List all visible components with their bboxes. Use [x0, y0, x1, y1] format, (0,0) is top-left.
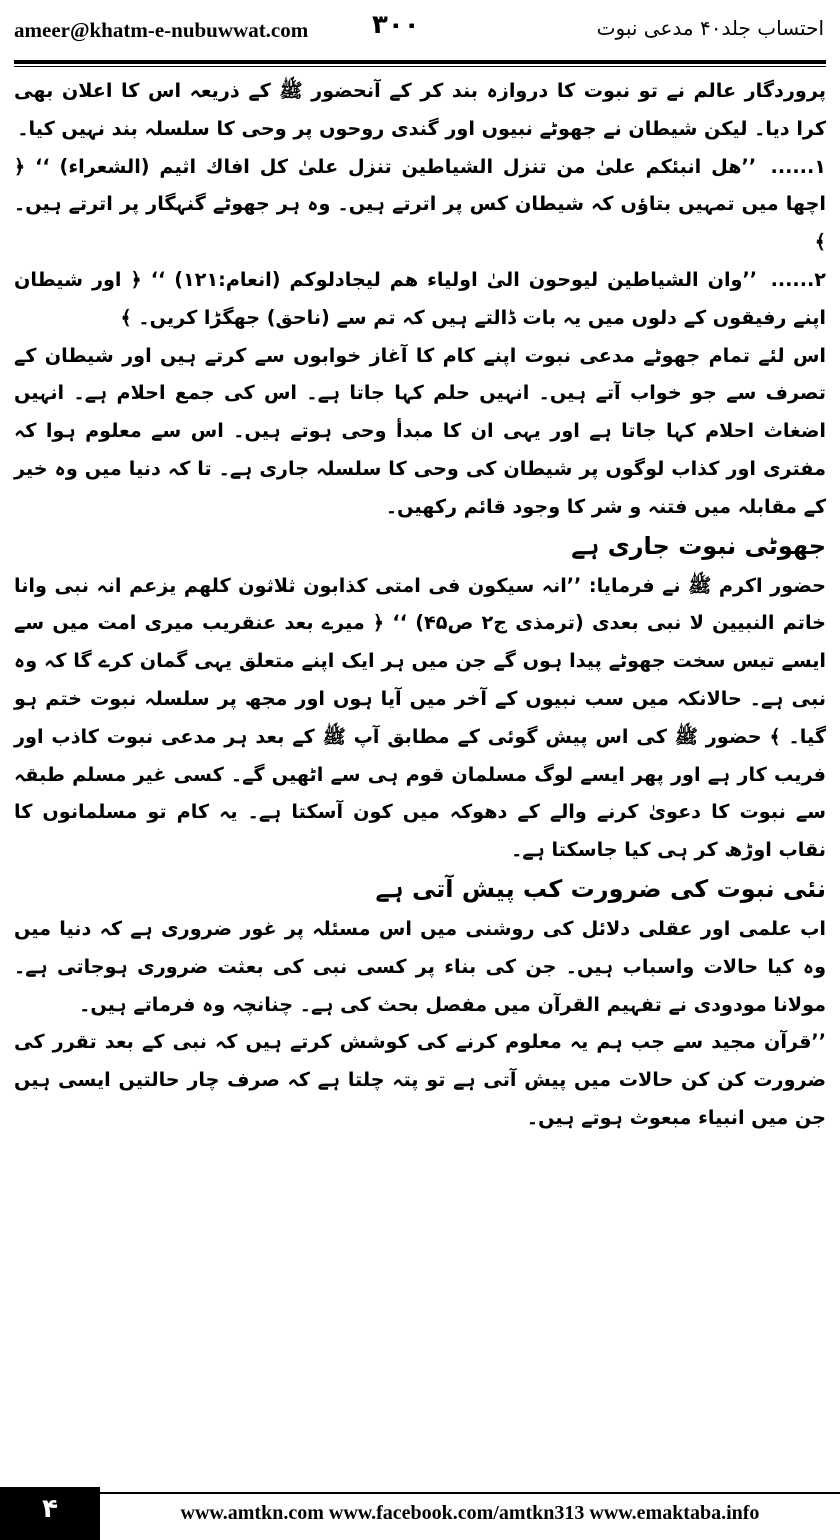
- heading-false-prophethood: جھوٹی نبوت جاری ہے: [571, 531, 826, 560]
- header-email: ameer@khatm-e-nubuwwat.com: [14, 18, 309, 42]
- page-header: [0, 0, 840, 58]
- header-rule: [14, 60, 826, 64]
- paragraph-quote-maududi: ’’قرآن مجید سے جب ہم یہ معلوم کرنے کی کوشش کرتے ہیں کہ نبی کے بعد تقرر کی ضرورت کن کن حالات میں پیش آتی ہے تو پتہ چلتا ہے کہ صرف چار حالتیں ایسی ہیں جن میں انبیاء مبعوث ہوتے ہیں۔: [14, 1030, 826, 1129]
- hadith-translation: ﴿ میرے بعد عنقریب میری امت میں سے ایسے تیس سخت جھوٹے پیدا ہوں گے جن میں ہر ایک اپنے متعلق یہی گمان کرے گا کہ وہ نبی ہے۔ حالانکہ میں سب نبیوں کے آخر میں آیا ہوں اور مجھ پر سلسلہ نبوت ختم ہو گیا۔ ﴾: [14, 611, 826, 748]
- header-rule-thin: [14, 66, 826, 67]
- quote-2-arabic: ’’وان الشیاطین لیوحون الیٰ اولیاء ھم لیجادلوکم (انعام:۱۲۱) ‘‘: [150, 267, 758, 291]
- hadith-commentary: حضور ﷺ کی اس پیش گوئی کے مطابق آپ ﷺ کے بعد ہر مدعی نبوت کاذب اور فریب کار ہے اور پھر ایسے لوگ مسلمان قوم ہی سے اٹھیں گے۔ کسی غیر مسلم طبقہ سے نبوت کا دعویٰ کرنے والے کے دھوکہ میں کون آسکتا ہے۔ یہ کام تو مسلمانوں کا نقاب اوڑھ کر ہی کیا جاسکتا ہے۔: [14, 724, 826, 862]
- quote-1-translation: ﴿ اچھا میں تمہیں بتاؤں کہ شیطان کس پر اترتے ہیں۔ وہ ہر جھوٹے گنہگار پر اترتے ہیں۔ ﴾: [14, 154, 826, 254]
- heading-need-prophethood: نئی نبوت کی ضرورت کب پیش آتی ہے: [375, 874, 826, 903]
- footer-links: www.amtkn.com www.facebook.com/amtkn313 www.emaktaba.info: [180, 1502, 760, 1524]
- quote-1-number: ۱......: [770, 154, 826, 178]
- book-title: احتساب جلد۴۰ مدعی نبوت: [596, 16, 824, 40]
- paragraph-intro: پروردگار عالم نے تو نبوت کا دروازہ بند کر کے آنحضور ﷺ کے ذریعہ اس کا اعلان بھی کرا دیا۔ لیکن شیطان نے جھوٹے نبیوں اور گندی روحوں پر وحی کا سلسلہ بند نہیں کیا۔: [14, 79, 826, 140]
- quote-2: [14, 261, 826, 337]
- page-body: [14, 72, 826, 1472]
- footer-rule: [100, 1492, 840, 1494]
- quote-2-translation: ﴿ اور شیطان اپنے رفیقوں کے دلوں میں یہ بات ڈالتے ہیں کہ تم سے (ناحق) جھگڑا کریں۔ ﴾: [14, 267, 826, 329]
- page-number: ۳۰۰: [372, 10, 420, 40]
- hadith-lead: حضور اکرم ﷺ نے فرمایا:: [581, 573, 826, 597]
- quote-1-arabic: ’’ھل انبئکم علیٰ من تنزل الشیاطین تنزل علیٰ کل افاك اثیم (الشعراء) ‘‘: [35, 154, 757, 178]
- paragraph-analysis: اب علمی اور عقلی دلائل کی روشنی میں اس مسئلہ پر غور ضروری ہے کہ دنیا میں وہ کیا حالات واسباب ہیں۔ جن کی بناء پر کسی نبی کی بعثت ضروری ہوجاتی ہے۔ مولانا مودودی نے تفہیم القرآن میں مفصل بحث کی ہے۔ چنانچہ وہ فرماتے ہیں۔: [14, 916, 826, 1016]
- quote-1: [14, 148, 826, 261]
- hadith-arabic: ’’انہ سیکون فی امتی کذابون ثلاثون کلھم یزعم انہ نبی وانا خاتم النبیین لا نبی بعدی (ترمذی ج۲ ص۴۵) ‘‘: [14, 573, 826, 635]
- quote-2-number: ۲......: [770, 267, 827, 291]
- footer-number: ۴: [0, 1487, 100, 1540]
- paragraph-dreams: اس لئے تمام جھوٹے مدعی نبوت اپنے کام کا آغاز خوابوں سے کرتے ہیں اور شیطان کے تصرف سے جو خواب آتے ہیں۔ انہیں حلم کہا جاتا ہے۔ اس کی جمع احلام ہے۔ انہیں اضغاث احلام کہا جاتا ہے اور یہی ان کا مبدأ وحی ہوتے ہیں۔ اس سے معلوم ہوا کہ مفتری اور کذاب لوگوں پر شیطان کی وحی کا سلسلہ جاری ہے۔ تا کہ دنیا میں وہ خیر کے مقابلہ میں فتنہ و شر کا وجود قائم رکھیں۔: [14, 343, 826, 518]
- paragraph-hadith: [14, 567, 826, 869]
